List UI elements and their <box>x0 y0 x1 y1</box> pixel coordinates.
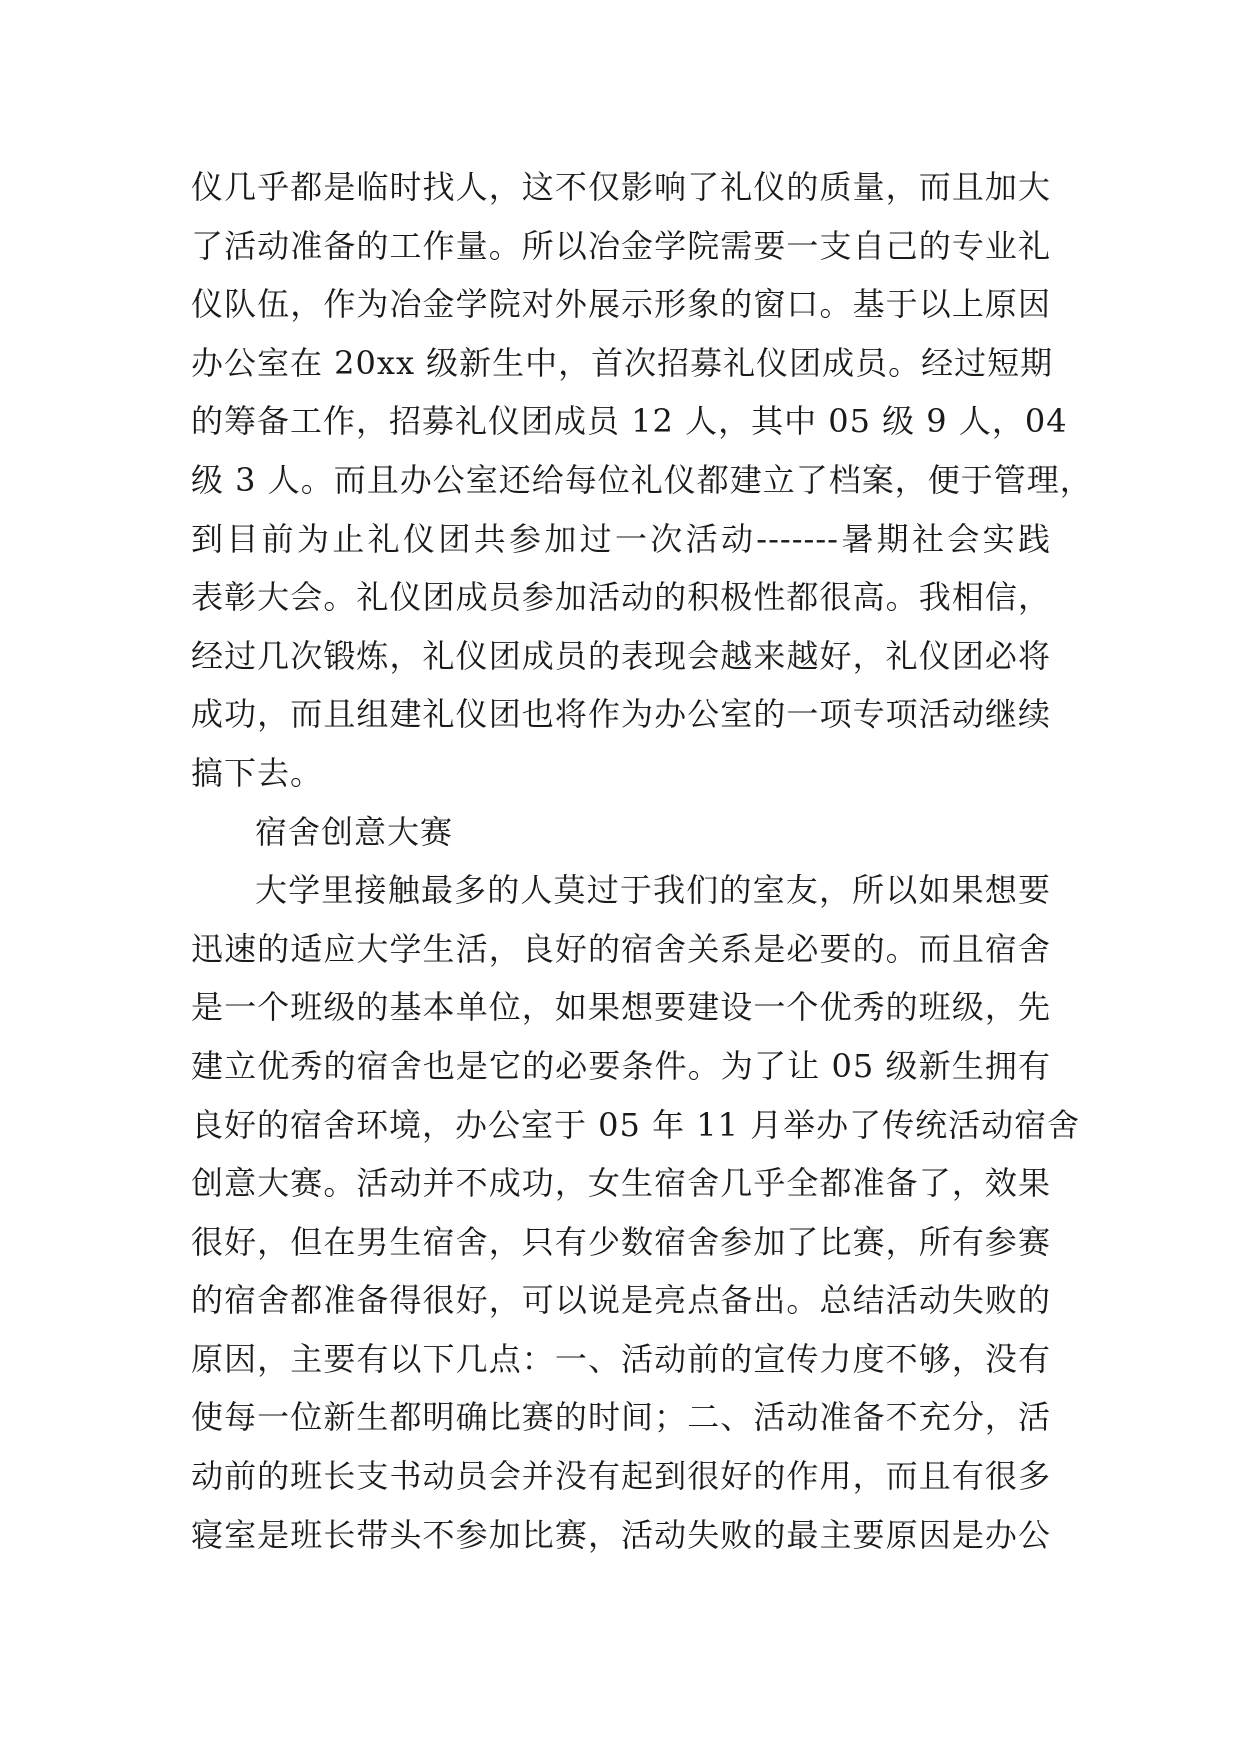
text-line: 仪队伍，作为冶金学院对外展示形象的窗口。基于以上原因 <box>191 285 1051 324</box>
text-line: 成功，而且组建礼仪团也将作为办公室的一项专项活动继续 <box>191 695 1051 734</box>
text-line: 使每一位新生都明确比赛的时间；二、活动准备不充分，活 <box>191 1398 1051 1437</box>
text-line: 了活动准备的工作量。所以冶金学院需要一支自己的专业礼 <box>191 226 1051 265</box>
text-line: 搞下去。 <box>191 753 324 792</box>
text-line: 是一个班级的基本单位，如果想要建设一个优秀的班级，先 <box>191 988 1051 1027</box>
text-line: 寝室是班长带头不参加比赛，活动失败的最主要原因是办公 <box>191 1515 1051 1554</box>
text-line: 大学里接触最多的人莫过于我们的室友，所以如果想要 <box>255 871 1051 910</box>
text-line: 表彰大会。礼仪团成员参加活动的积极性都很高。我相信， <box>191 578 1051 617</box>
paragraph-ceremony-team <box>191 158 1093 803</box>
text-line: 级 3 人。而且办公室还给每位礼仪都建立了档案，便于管理， <box>191 460 1093 499</box>
text-line: 的宿舍都准备得很好，可以说是亮点备出。总结活动失败的 <box>191 1281 1051 1320</box>
text-line: 的筹备工作，招募礼仪团成员 12 人，其中 05 级 9 人，04 <box>191 402 1068 441</box>
document-body <box>191 158 1093 1564</box>
text-line: 办公室在 20xx 级新生中，首次招募礼仪团成员。经过短期 <box>191 343 1054 382</box>
text-line: 动前的班长支书动员会并没有起到很好的作用，而且有很多 <box>191 1457 1051 1496</box>
paragraph-dorm-contest <box>191 861 1081 1564</box>
text-line: 建立优秀的宿舍也是它的必要条件。为了让 05 级新生拥有 <box>191 1046 1051 1085</box>
text-line: 经过几次锻炼，礼仪团成员的表现会越来越好，礼仪团必将 <box>191 636 1051 675</box>
text-line: 仪几乎都是临时找人，这不仅影响了礼仪的质量，而且加大 <box>191 168 1051 206</box>
text-line: 良好的宿舍环境，办公室于 05 年 11 月举办了传统活动宿舍 <box>191 1105 1081 1144</box>
text-line: 迅速的适应大学生活，良好的宿舍关系是必要的。而且宿舍 <box>191 929 1051 968</box>
section-heading: 宿舍创意大赛 <box>255 812 454 851</box>
text-line: 创意大赛。活动并不成功，女生宿舍几乎全都准备了，效果 <box>191 1164 1051 1203</box>
text-line: 很好，但在男生宿舍，只有少数宿舍参加了比赛，所有参赛 <box>191 1222 1051 1261</box>
text-line: 原因，主要有以下几点：一、活动前的宣传力度不够，没有 <box>191 1339 1051 1378</box>
text-line: 到目前为止礼仪团共参加过一次活动-------暑期社会实践 <box>191 519 1051 558</box>
